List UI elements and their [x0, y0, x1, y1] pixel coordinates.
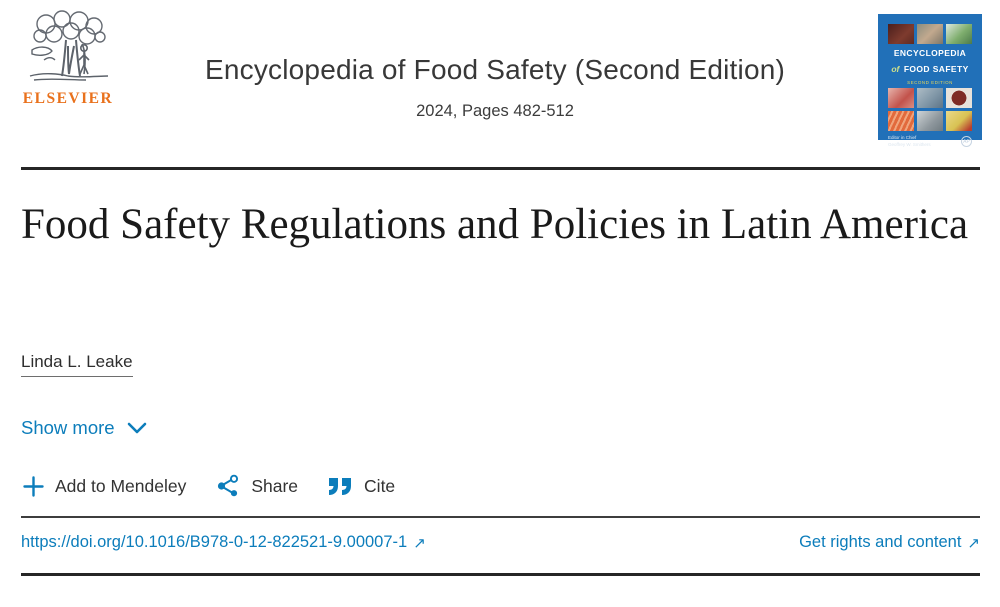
author-link[interactable]: Linda L. Leake	[21, 352, 133, 377]
chevron-down-icon	[127, 422, 147, 435]
cover-title	[888, 49, 972, 77]
doi-row	[21, 533, 980, 552]
cover-thumb	[888, 24, 914, 44]
doi-link[interactable]	[21, 533, 426, 552]
share-button[interactable]	[216, 474, 298, 498]
book-cover-image[interactable]	[878, 14, 982, 147]
cover-editor-line2: Geoffrey W. Smithers	[888, 141, 931, 147]
divider-bottom	[21, 573, 980, 576]
elsevier-tree-icon	[24, 10, 112, 88]
cover-edition: SECOND EDITION	[907, 80, 953, 86]
add-to-mendeley-button[interactable]	[23, 476, 186, 497]
cover-title-of: of	[891, 63, 900, 74]
cover-thumb	[946, 88, 972, 108]
cite-button[interactable]	[328, 476, 395, 497]
cover-footer	[888, 135, 972, 149]
quote-icon	[328, 477, 353, 496]
divider-top	[21, 167, 980, 170]
cover-editor	[888, 135, 931, 149]
divider-doi-top	[21, 516, 980, 518]
journal-title-link[interactable]: Encyclopedia of Food Safety (Second Edition)	[204, 54, 786, 85]
show-more-button[interactable]	[21, 417, 147, 439]
cover-thumb	[946, 111, 972, 131]
article-title: Food Safety Regulations and Policies in Latin America	[21, 201, 969, 248]
journal-pages: 2024, Pages 482-512	[416, 102, 574, 120]
doi-link-text: https://doi.org/10.1016/B978-0-12-822521-9.00007-1	[21, 533, 408, 551]
cover-thumb	[946, 24, 972, 44]
cover-thumbs-top	[888, 24, 972, 44]
cover-thumb	[917, 111, 943, 131]
cover-editor-line1: Editor in Chief	[888, 135, 917, 141]
show-more-label: Show more	[21, 417, 115, 438]
cover-title-line2: FOOD SAFETY	[903, 63, 969, 74]
journal-header	[130, 54, 860, 121]
share-label: Share	[251, 475, 299, 496]
cover-title-line1: ENCYCLOPEDIA	[893, 48, 967, 58]
get-rights-link[interactable]	[799, 533, 980, 552]
academic-press-emblem-icon: AP	[961, 136, 972, 147]
cover-thumb	[888, 88, 914, 108]
cover-thumbs-middle	[888, 88, 972, 108]
action-bar	[23, 474, 395, 498]
external-link-icon: ↗	[967, 534, 980, 552]
share-nodes-icon	[216, 474, 240, 498]
cover-thumbs-bottom	[888, 111, 972, 131]
cover-thumb	[888, 111, 914, 131]
plus-icon	[23, 476, 44, 497]
add-to-mendeley-label: Add to Mendeley	[55, 475, 187, 496]
external-link-icon: ↗	[413, 534, 426, 552]
cover-thumb	[917, 88, 943, 108]
elsevier-wordmark: ELSEVIER	[22, 90, 114, 107]
cite-label: Cite	[364, 475, 396, 496]
get-rights-text: Get rights and content	[799, 533, 962, 551]
elsevier-logo[interactable]	[20, 10, 116, 108]
cover-thumb	[917, 24, 943, 44]
author-row	[21, 352, 133, 377]
